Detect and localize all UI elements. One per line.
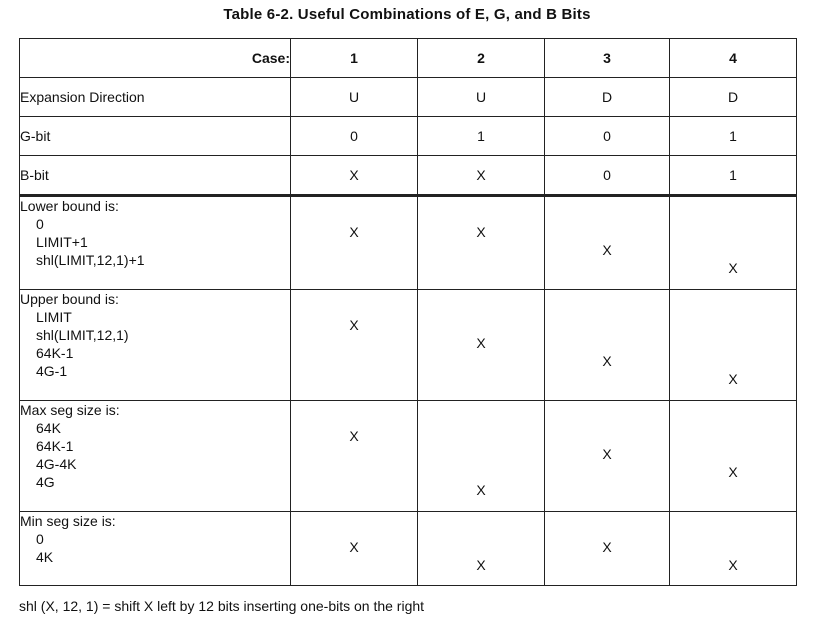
case-4-header: 4 [670, 39, 797, 78]
cell-value: D [670, 78, 797, 117]
mark: X [602, 242, 612, 258]
mark: X [349, 539, 359, 555]
row-label: Expansion Direction [20, 78, 291, 117]
case-2-cell [418, 196, 545, 290]
case-4-cell [670, 512, 797, 586]
mark: X [476, 482, 486, 498]
case-1-cell [291, 401, 418, 512]
combinations-table [19, 38, 797, 586]
cell-value: 1 [670, 156, 797, 196]
group-label-cell [20, 290, 291, 401]
upper-bound-group [20, 290, 797, 401]
b-bit-row [20, 156, 797, 196]
case-3-header: 3 [545, 39, 670, 78]
case-2-header: 2 [418, 39, 545, 78]
footnote: shl (X, 12, 1) = shift X left by 12 bits inserting one-bits on the right [19, 598, 425, 614]
case-4-cell [670, 401, 797, 512]
option-text: 0 [36, 531, 44, 547]
cell-value: U [291, 78, 418, 117]
mark: X [349, 428, 359, 444]
case-1-cell [291, 290, 418, 401]
option-text: 64K [36, 420, 61, 436]
cell-value: X [418, 156, 545, 196]
mark: X [476, 557, 486, 573]
option-text: shl(LIMIT,12,1)+1 [36, 252, 145, 268]
option-text: 0 [36, 216, 44, 232]
case-4-cell [670, 196, 797, 290]
group-label-cell [20, 512, 291, 586]
mark: X [728, 464, 738, 480]
mark: X [728, 260, 738, 276]
mark: X [349, 224, 359, 240]
group-label-cell [20, 401, 291, 512]
case-3-cell [545, 401, 670, 512]
case-4-cell [670, 290, 797, 401]
mark: X [728, 557, 738, 573]
case-2-cell [418, 512, 545, 586]
cell-value: 0 [291, 117, 418, 156]
g-bit-row [20, 117, 797, 156]
mark: X [476, 335, 486, 351]
group-heading: Min seg size is: [20, 513, 116, 529]
option-text: 4G-4K [36, 456, 77, 472]
mark: X [602, 353, 612, 369]
case-3-cell [545, 196, 670, 290]
option-text: LIMIT+1 [36, 234, 88, 250]
mark: X [476, 224, 486, 240]
case-1-cell [291, 196, 418, 290]
option-text: 4G-1 [36, 363, 68, 379]
cell-value: 0 [545, 156, 670, 196]
cell-value: 1 [418, 117, 545, 156]
case-1-header: 1 [291, 39, 418, 78]
case-header-label: Case: [20, 39, 291, 78]
min-seg-size-group [20, 512, 797, 586]
group-label-cell [20, 196, 291, 290]
group-heading: Max seg size is: [20, 402, 120, 418]
header-row [20, 39, 797, 78]
option-text: 64K-1 [36, 345, 74, 361]
mark: X [602, 446, 612, 462]
case-2-cell [418, 290, 545, 401]
max-seg-size-group [20, 401, 797, 512]
mark: X [602, 539, 612, 555]
option-text: LIMIT [36, 309, 72, 325]
mark: X [728, 371, 738, 387]
case-1-cell [291, 512, 418, 586]
group-heading: Upper bound is: [20, 291, 119, 307]
cell-value: 1 [670, 117, 797, 156]
case-3-cell [545, 290, 670, 401]
option-text: 4K [36, 549, 54, 565]
row-label: G-bit [20, 117, 291, 156]
expansion-direction-row [20, 78, 797, 117]
case-3-cell [545, 512, 670, 586]
group-heading: Lower bound is: [20, 198, 119, 214]
option-text: shl(LIMIT,12,1) [36, 327, 129, 343]
cell-value: X [291, 156, 418, 196]
option-text: 64K-1 [36, 438, 74, 454]
mark: X [349, 317, 359, 333]
cell-value: D [545, 78, 670, 117]
case-2-cell [418, 401, 545, 512]
cell-value: U [418, 78, 545, 117]
row-label: B-bit [20, 156, 291, 196]
cell-value: 0 [545, 117, 670, 156]
option-text: 4G [36, 474, 55, 490]
table-title: Table 6-2. Useful Combinations of E, G, and B Bits [223, 6, 591, 23]
lower-bound-group [20, 196, 797, 290]
